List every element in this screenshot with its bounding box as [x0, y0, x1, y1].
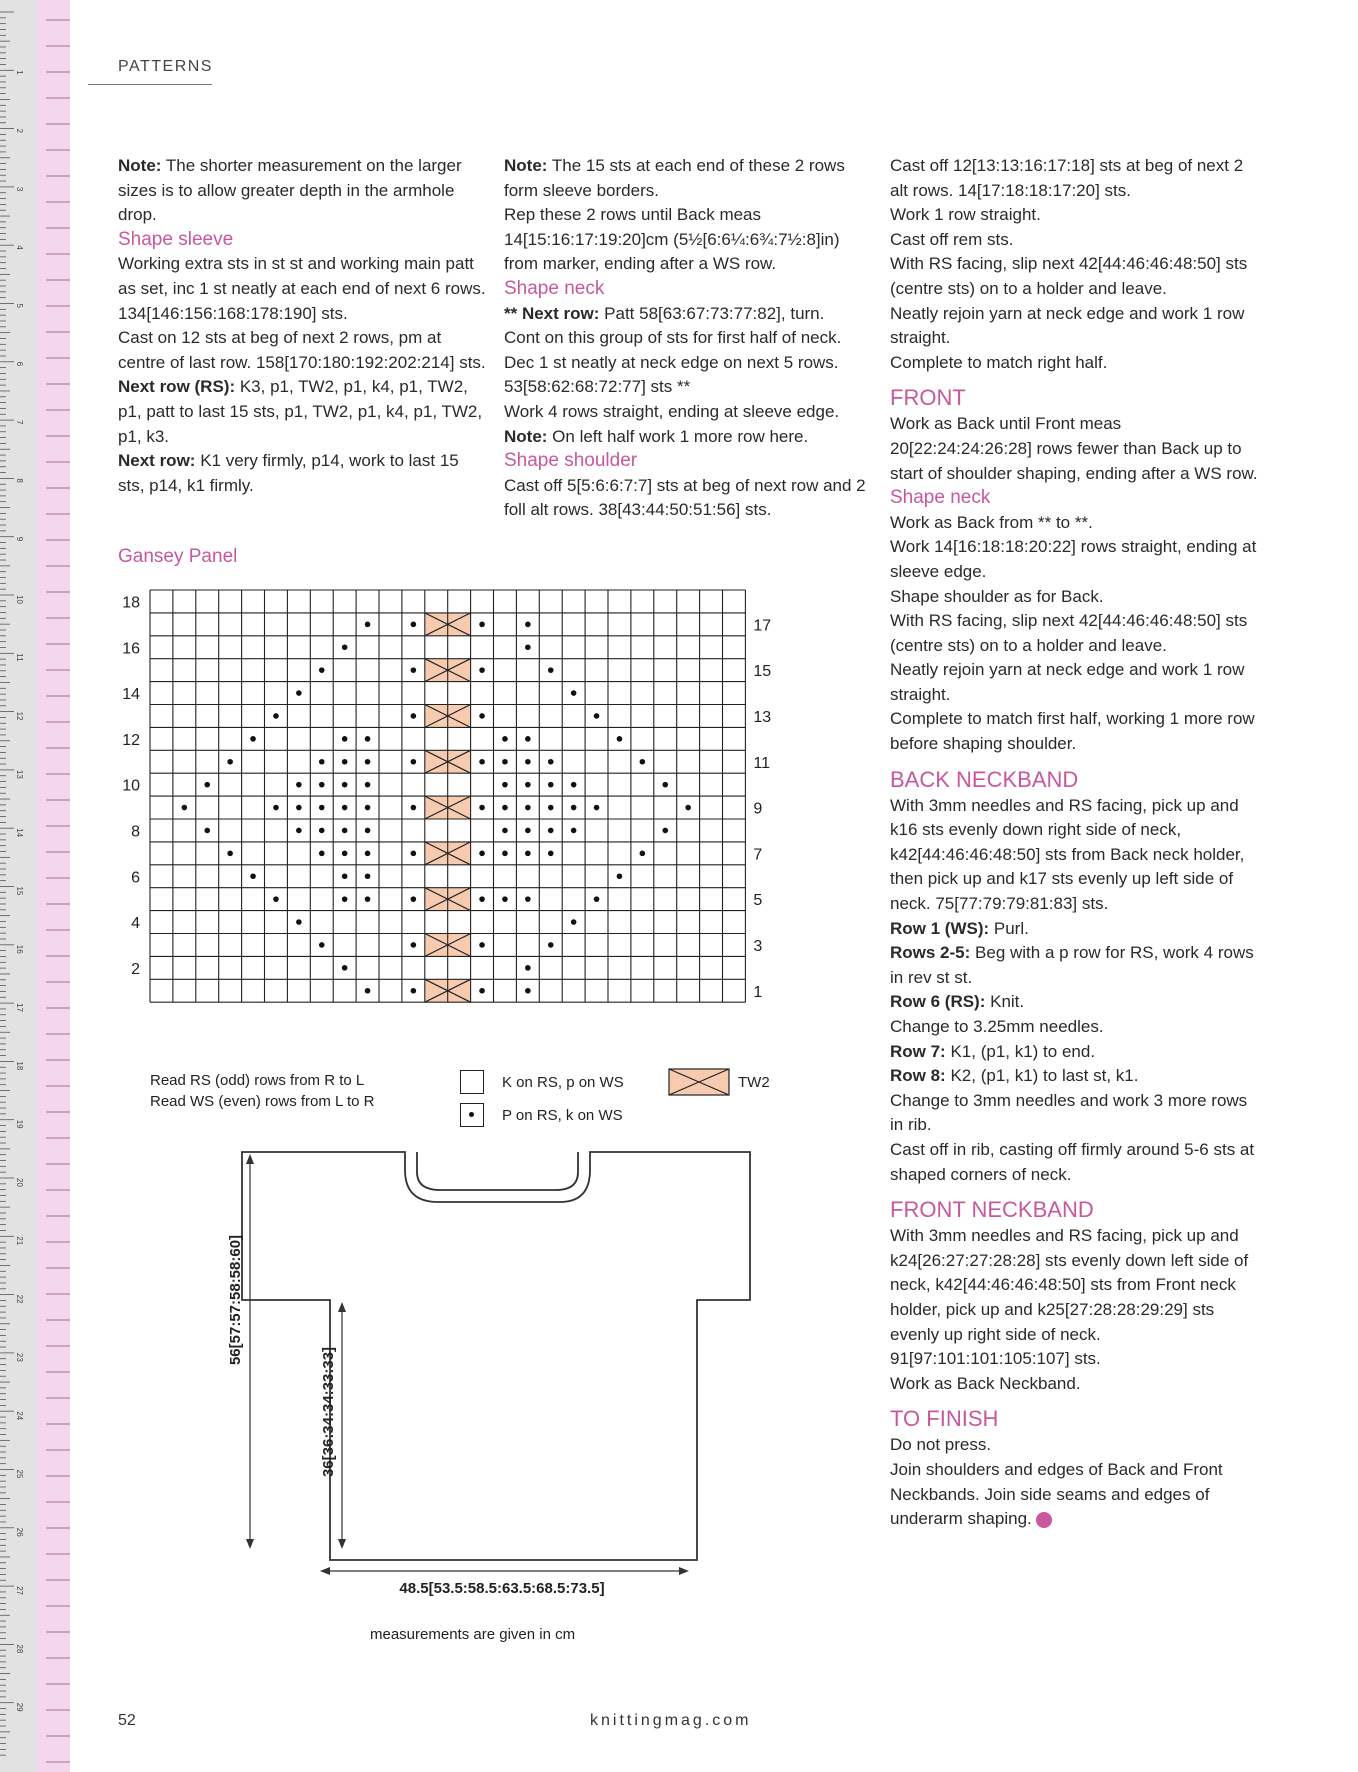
purl-dot: [525, 965, 531, 971]
ruler-label: 11: [15, 653, 24, 662]
body-outline: [242, 1152, 750, 1560]
paragraph-text: Shape shoulder as for Back.: [890, 586, 1104, 606]
paragraph-text: Cont on this group of sts for first half of neck.: [504, 328, 842, 348]
pattern-paragraph: [890, 941, 1260, 990]
pattern-paragraph: [890, 154, 1260, 203]
ruler-label: 15: [15, 886, 24, 896]
ruler-label: 17: [15, 1003, 24, 1013]
purl-dot: [617, 873, 623, 879]
purl-dot: [411, 805, 417, 811]
section-heading: [890, 1405, 1260, 1433]
ruler-label: 21: [15, 1236, 24, 1246]
purl-dot: [342, 828, 348, 834]
purl-dot: [502, 759, 508, 765]
paragraph-label: Row 6 (RS):: [890, 992, 986, 1012]
pattern-paragraph: [890, 1433, 1260, 1458]
paragraph-text: Shape shoulder: [504, 450, 638, 472]
pattern-paragraph: [890, 511, 1260, 536]
pattern-paragraph: [118, 375, 488, 449]
neckband-outline: [417, 1152, 578, 1190]
purl-dot: [479, 622, 485, 628]
purl-dot: [273, 896, 279, 902]
pattern-paragraph: [890, 302, 1260, 351]
paragraph-text: K1 very firmly, p14, work to last 15 sts, p14, k1 firmly.: [118, 451, 459, 495]
paragraph-text: Cast on 12 sts at beg of next 2 rows, pm at centre of last row. 158[170:180:192:202:214] sts.: [118, 328, 486, 372]
purl-dot: [319, 851, 325, 857]
ruler-label: 13: [15, 769, 24, 779]
page-number: 52: [118, 1712, 136, 1729]
paragraph-text: Beg with a p row for RS, work 4 rows in rev st st.: [890, 943, 1254, 987]
purl-dot: [685, 805, 691, 811]
purl-dot: [342, 805, 348, 811]
ruler-label: 23: [15, 1352, 24, 1362]
row-label: 12: [122, 731, 140, 749]
paragraph-text: The 15 sts at each end of these 2 rows form sleeve borders.: [504, 156, 845, 200]
gansey-chart: [110, 580, 860, 1080]
subheading: [890, 486, 1260, 511]
purl-dot: [479, 851, 485, 857]
purl-dot: [548, 759, 554, 765]
purl-dot: [365, 873, 371, 879]
pattern-paragraph: [890, 609, 1260, 658]
pattern-paragraph: [890, 707, 1260, 756]
purl-dot: [182, 805, 188, 811]
paragraph-text: Cast off 12[13:13:16:17:18] sts at beg of next 2 alt rows. 14[17:18:18:17:20] sts.: [890, 156, 1244, 200]
purl-dot: [342, 644, 348, 650]
row-label: 3: [753, 937, 763, 955]
purl-dot: [365, 851, 371, 857]
ruler-label: 3: [15, 186, 24, 192]
purl-dot: [571, 782, 577, 788]
paragraph-text: The shorter measurement on the larger sizes is to allow greater depth in the armhole drop.: [118, 156, 462, 225]
pattern-paragraph: [504, 351, 874, 400]
purl-dot: [319, 667, 325, 673]
purl-dot: [296, 690, 302, 696]
pattern-paragraph: [118, 252, 488, 326]
paragraph-text: Join shoulders and edges of Back and Front Neckbands. Join side seams and edges of underarm shaping.: [890, 1459, 1223, 1529]
paragraph-text: Work 4 rows straight, ending at sleeve edge.: [504, 401, 840, 421]
purl-dot: [479, 667, 485, 673]
purl-dot: [365, 805, 371, 811]
paragraph-text: Work as Back from ** to **.: [890, 512, 1093, 532]
ruler: [0, 0, 70, 1772]
purl-dot: [319, 759, 325, 765]
ruler-label: 10: [15, 595, 24, 604]
purl-dot: [365, 782, 371, 788]
pattern-paragraph: [890, 1040, 1260, 1065]
pattern-paragraph: [890, 412, 1260, 486]
purl-dot: [273, 713, 279, 719]
paragraph-text: Dec 1 st neatly at neck edge on next 5 rows. 53[58:62:68:72:77] sts **: [504, 352, 839, 397]
paragraph-label: Note:: [118, 156, 162, 175]
purl-dot: [548, 828, 554, 834]
pattern-paragraph: [118, 154, 488, 228]
purl-dot: [250, 736, 256, 742]
purl-dot: [296, 782, 302, 788]
purl-dot: [342, 759, 348, 765]
purl-dot: [525, 759, 531, 765]
purl-dot: [342, 782, 348, 788]
pattern-paragraph: [504, 400, 874, 425]
garment-schematic: [210, 1140, 770, 1620]
pattern-paragraph: [504, 203, 874, 277]
row-label: 17: [753, 617, 772, 635]
row-label: 2: [131, 960, 140, 978]
ruler-label: 8: [15, 478, 24, 483]
purl-dot: [479, 713, 485, 719]
yarn-ball-icon: [1036, 1512, 1052, 1528]
ruler-label: 14: [15, 828, 24, 838]
paragraph-text: Cast off rem sts.: [890, 229, 1014, 249]
width-label: 48.5[53.5:58.5:63.5:68.5:73.5]: [399, 1580, 605, 1597]
header-rule: [88, 84, 212, 85]
paragraph-label: Next row:: [118, 451, 196, 471]
ruler-label: 5: [15, 303, 24, 308]
paragraph-label: Rows 2-5:: [890, 943, 971, 963]
pattern-paragraph: [890, 1089, 1260, 1138]
purl-dot: [319, 805, 325, 811]
purl-dot: [571, 828, 577, 834]
paragraph-text: BACK NECKBAND: [890, 766, 1079, 792]
purl-dot: [365, 828, 371, 834]
purl-dot: [479, 805, 485, 811]
pattern-paragraph: [504, 302, 874, 327]
purl-dot: [594, 805, 600, 811]
purl-dot: [479, 942, 485, 948]
purl-dot: [204, 782, 210, 788]
purl-dot: [411, 896, 417, 902]
purl-dot: [525, 805, 531, 811]
purl-dot: [662, 782, 668, 788]
pattern-paragraph: [890, 1224, 1260, 1372]
pattern-paragraph: [890, 535, 1260, 584]
section-heading: [890, 384, 1260, 412]
arrow-head-icon: [679, 1567, 689, 1575]
row-label: 1: [753, 983, 763, 1001]
purl-dot: [525, 851, 531, 857]
pattern-paragraph: [890, 1458, 1260, 1532]
paragraph-text: Cast off in rib, casting off firmly around 5-6 sts at shaped corners of neck.: [890, 1139, 1255, 1184]
section-heading: [890, 766, 1260, 794]
section-header: PATTERNS: [118, 58, 213, 75]
purl-dot: [319, 782, 325, 788]
paragraph-text: K2, (p1, k1) to last st, k1.: [945, 1066, 1139, 1086]
ruler-label: 19: [15, 1119, 24, 1129]
purl-dot: [525, 736, 531, 742]
ruler-label: 9: [15, 536, 24, 542]
purl-dot: [502, 736, 508, 742]
purl-dot: [640, 851, 646, 857]
paragraph-text: Knit.: [985, 992, 1025, 1012]
arrow-head-icon: [246, 1539, 254, 1549]
purl-dot: [227, 759, 233, 765]
panel-title: Gansey Panel: [118, 546, 238, 567]
purl-dot: [296, 919, 302, 925]
column-1: [118, 154, 488, 498]
purl-dot: [342, 851, 348, 857]
paragraph-label: Row 7:: [890, 1041, 946, 1061]
paragraph-text: Work 1 row straight.: [890, 205, 1041, 225]
ruler-label: 2: [15, 128, 24, 134]
pattern-paragraph: [890, 351, 1260, 376]
column-2: [504, 154, 874, 523]
pattern-paragraph: [504, 425, 874, 450]
legend-tw2-label: TW2: [738, 1074, 770, 1091]
paragraph-text: With RS facing, slip next 42[44:46:46:48:50] sts (centre sts) on to a holder and leave.: [890, 611, 1248, 655]
ruler-label: 1: [15, 70, 24, 75]
purl-dot: [342, 965, 348, 971]
purl-dot: [411, 713, 417, 719]
purl-dot: [319, 828, 325, 834]
purl-dot: [548, 667, 554, 673]
paragraph-text: Rep these 2 rows until Back meas 14[15:16:17:19:20]cm (5½[6:6¼:6¾:7½:8]in) from marker, ending after a WS row.: [504, 205, 840, 274]
purl-dot: [571, 690, 577, 696]
purl-dot: [296, 828, 302, 834]
pattern-paragraph: [890, 990, 1260, 1015]
purl-dot: [227, 851, 233, 857]
paragraph-label: Row 8:: [890, 1066, 946, 1086]
pattern-paragraph: [890, 1015, 1260, 1040]
row-label: 8: [131, 823, 140, 841]
purl-dot: [342, 736, 348, 742]
paragraph-text: Do not press.: [890, 1435, 992, 1455]
pattern-paragraph: [890, 1138, 1260, 1187]
purl-dot: [411, 667, 417, 673]
purl-dot: [411, 942, 417, 948]
purl-dot: [411, 759, 417, 765]
pattern-paragraph: [890, 252, 1260, 301]
row-label: 11: [753, 754, 771, 772]
paragraph-text: TO FINISH: [890, 1406, 999, 1432]
purl-dot: [662, 828, 668, 834]
legend-read-rs: Read RS (odd) rows from R to L: [150, 1072, 365, 1089]
length-label: 56[57:57:58:58:60]: [227, 1234, 244, 1366]
row-label: 7: [753, 846, 763, 864]
purl-dot: [411, 988, 417, 994]
pattern-paragraph: [890, 203, 1260, 228]
purl-dot: [502, 805, 508, 811]
paragraph-text: Neatly rejoin yarn at neck edge and work 1 row straight.: [890, 660, 1245, 704]
row-label: 18: [122, 594, 140, 612]
paragraph-text: Change to 3mm needles and work 3 more rows in rib.: [890, 1090, 1248, 1135]
measurement-note: measurements are given in cm: [370, 1626, 576, 1643]
legend-p-label: P on RS, k on WS: [502, 1107, 623, 1124]
pattern-paragraph: [504, 474, 874, 523]
purl-dot: [525, 896, 531, 902]
purl-dot: [525, 988, 531, 994]
paragraph-text: Work as Back Neckband.: [890, 1373, 1081, 1393]
arrow-head-icon: [338, 1302, 346, 1312]
purl-dot: [617, 736, 623, 742]
purl-dot: [479, 896, 485, 902]
purl-dot: [365, 988, 371, 994]
paragraph-text: Change to 3.25mm needles.: [890, 1017, 1104, 1036]
paragraph-text: K1, (p1, k1) to end.: [945, 1041, 1096, 1061]
paragraph-text: Shape sleeve: [118, 228, 234, 250]
ruler-ticks: [0, 0, 70, 1772]
legend-k-box: [460, 1070, 484, 1094]
row-label: 14: [122, 686, 140, 704]
purl-dot: [365, 622, 371, 628]
paragraph-label: Next row (RS):: [118, 377, 236, 397]
pattern-paragraph: [890, 658, 1260, 707]
pattern-paragraph: [890, 1372, 1260, 1397]
purl-dot: [250, 873, 256, 879]
ruler-label: 7: [15, 420, 24, 425]
legend-p-box: [460, 1103, 484, 1127]
paragraph-text: Complete to match first half, working 1 more row before shaping shoulder.: [890, 709, 1255, 754]
purl-dot: [594, 713, 600, 719]
ruler-label: 6: [15, 361, 24, 367]
pattern-paragraph: [890, 917, 1260, 942]
ruler-label: 4: [15, 245, 24, 250]
purl-dot: [411, 851, 417, 857]
subheading: [504, 449, 874, 474]
purl-dot: [204, 828, 210, 834]
paragraph-text: Purl.: [989, 918, 1029, 938]
pattern-paragraph: [890, 228, 1260, 253]
ruler-label: 12: [15, 711, 24, 721]
paragraph-label: ** Next row:: [504, 303, 600, 323]
pattern-paragraph: [118, 326, 488, 375]
paragraph-label: Row 1 (WS):: [890, 918, 990, 938]
side-label: 36[36:34:34:33:33]: [320, 1346, 337, 1478]
purl-dot: [342, 873, 348, 879]
ruler-label: 28: [15, 1644, 24, 1654]
pattern-paragraph: [504, 154, 874, 203]
pattern-paragraph: [890, 794, 1260, 917]
purl-dot: [411, 622, 417, 628]
pattern-paragraph: [890, 585, 1260, 610]
purl-dot: [525, 782, 531, 788]
purl-dot: [479, 759, 485, 765]
paragraph-text: FRONT NECKBAND: [890, 1197, 1094, 1223]
pattern-paragraph: [118, 449, 488, 498]
arrow-head-icon: [246, 1154, 254, 1164]
ruler-label: 16: [15, 944, 24, 954]
row-label: 16: [122, 640, 140, 658]
site-url: knittingmag.com: [590, 1712, 752, 1729]
paragraph-text: With 3mm needles and RS facing, pick up and k16 sts evenly down right side of neck, k42[44:46:46:48:50] sts from Back neck holder, then pick up and k17 sts evenly up left side of neck. 75[77:79:79:81:83] sts.: [890, 795, 1245, 914]
paragraph-text: K3, p1, TW2, p1, k4, p1, TW2, p1, patt to last 15 sts, p1, TW2, p1, k4, p1, TW2, p1, k3.: [118, 377, 483, 446]
purl-dot: [525, 644, 531, 650]
row-label: 13: [753, 708, 772, 726]
column-3: [890, 154, 1260, 1532]
pattern-paragraph: [890, 1064, 1260, 1089]
paragraph-text: Neatly rejoin yarn at neck edge and work 1 row straight.: [890, 303, 1245, 348]
purl-dot: [365, 896, 371, 902]
ruler-label: 26: [15, 1527, 24, 1537]
subheading: [118, 228, 488, 253]
row-label: 10: [122, 777, 140, 795]
ruler-label: 22: [15, 1294, 24, 1304]
arrow-head-icon: [320, 1567, 330, 1575]
purl-dot: [548, 942, 554, 948]
row-label: 15: [753, 663, 772, 681]
paragraph-text: With RS facing, slip next 42[44:46:46:48:50] sts (centre sts) on to a holder and leave.: [890, 254, 1248, 298]
paragraph-text: Working extra sts in st st and working main patt as set, inc 1 st neatly at each end of next 6 rows. 134[146:156:168:178:190] sts.: [118, 254, 486, 323]
purl-dot: [548, 782, 554, 788]
paragraph-text: Complete to match right half.: [890, 352, 1108, 372]
legend-k-label: K on RS, p on WS: [502, 1074, 624, 1091]
purl-dot: [571, 919, 577, 925]
paragraph-text: Shape neck: [890, 487, 991, 509]
row-label: 4: [131, 915, 140, 933]
section-heading: [890, 1196, 1260, 1224]
purl-dot: [365, 736, 371, 742]
purl-dot: [548, 805, 554, 811]
paragraph-label: Note:: [504, 156, 548, 175]
purl-dot: [296, 805, 302, 811]
pattern-paragraph: [504, 326, 874, 351]
paragraph-text: Cast off 5[5:6:6:7:7] sts at beg of next row and 2 foll alt rows. 38[43:44:50:51:56] sts.: [504, 475, 866, 520]
purl-dot: [525, 828, 531, 834]
legend-dot-icon: [469, 1112, 474, 1117]
paragraph-text: Patt 58[63:67:73:77:82], turn.: [599, 303, 825, 323]
purl-dot: [319, 942, 325, 948]
paragraph-text: FRONT: [890, 385, 966, 411]
legend-read-ws: Read WS (even) rows from L to R: [150, 1093, 375, 1110]
purl-dot: [571, 805, 577, 811]
paragraph-text: On left half work 1 more row here.: [547, 426, 809, 446]
subheading: [504, 277, 874, 302]
purl-dot: [365, 759, 371, 765]
purl-dot: [548, 851, 554, 857]
ruler-label: 27: [15, 1586, 24, 1596]
purl-dot: [502, 828, 508, 834]
paragraph-text: Work as Back until Front meas 20[22:24:24:26:28] rows fewer than Back up to start of shoulder shaping, ending after a WS row.: [890, 414, 1258, 483]
ruler-label: 24: [15, 1411, 24, 1421]
purl-dot: [273, 805, 279, 811]
ruler-label: 18: [15, 1061, 24, 1071]
ruler-label: 20: [15, 1178, 24, 1187]
row-label: 9: [753, 800, 763, 818]
row-label: 6: [131, 869, 140, 887]
purl-dot: [342, 896, 348, 902]
arrow-head-icon: [338, 1539, 346, 1549]
purl-dot: [502, 782, 508, 788]
paragraph-text: Work 14[16:18:18:20:22] rows straight, ending at sleeve edge.: [890, 537, 1257, 581]
legend-tw2-symbol: [668, 1068, 730, 1096]
purl-dot: [479, 988, 485, 994]
paragraph-label: Note:: [504, 426, 548, 446]
purl-dot: [525, 622, 531, 628]
ruler-label: 25: [15, 1469, 24, 1479]
ruler-label: 29: [15, 1702, 24, 1712]
purl-dot: [502, 851, 508, 857]
row-label: 5: [753, 892, 763, 910]
paragraph-text: With 3mm needles and RS facing, pick up and k24[26:27:27:28:28] sts evenly down left side of neck, k42[44:46:46:48:50] sts from Front neck holder, pick up and k25[27:28:28:29:29] sts evenly up right side of neck. 91[97:101:101:105:107] sts.: [890, 1226, 1249, 1369]
purl-dot: [594, 896, 600, 902]
purl-dot: [640, 759, 646, 765]
paragraph-text: Shape neck: [504, 277, 605, 299]
purl-dot: [502, 896, 508, 902]
